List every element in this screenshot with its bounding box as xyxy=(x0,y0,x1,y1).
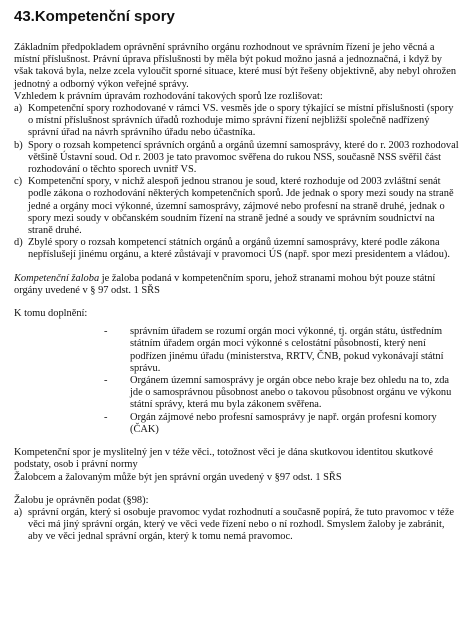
dispute-types-list xyxy=(14,103,460,262)
list-label: - xyxy=(104,411,108,423)
list-label: a) xyxy=(14,103,23,115)
list-label: d) xyxy=(14,237,23,249)
zaloba-term: Kompetenční žaloba xyxy=(14,272,100,284)
list-item xyxy=(14,375,460,412)
doplneni-heading: K tomu doplnění: xyxy=(14,308,88,320)
doplneni-list xyxy=(14,326,460,436)
list-label: - xyxy=(104,326,108,338)
list-item xyxy=(14,412,460,436)
list-text: Zbylé spory o rozsah kompetencí státních orgánů a orgánů územní samosprávy, které podle zákona nepříslušejí jinému orgánu, a které zůstávají v pravomoci ÚS (např. spor mezi presidentem a vládou). xyxy=(28,237,450,261)
list-item xyxy=(14,176,460,237)
list-text: Spory o rozsah kompetencí správních orgánů a orgánů územní samosprávy, které do r. 2003 rozhodoval většině Ústavní soud. Od r. 2003 je tato pravomoc svěřena do rukou NSS, současně NSS svěřil část rozhodování o těchto sporech uvnitř VS. xyxy=(28,139,459,176)
zaloba-definition xyxy=(14,273,460,297)
list-text: Orgán zájmové nebo profesní samosprávy je např. orgán profesní komory (ČAK) xyxy=(130,411,437,435)
list-label: c) xyxy=(14,176,23,188)
spor-paragraph: Kompetenční spor je myslitelný jen v téže věci., totožnost věci je dána skutkovou identitou skutkové podstaty, osob i právní normy xyxy=(14,447,433,471)
list-text: Kompetenční spory rozhodované v rámci VS. vesměs jde o spory týkající se místní příslušnosti (spory o místní příslušnost správních úřadů rozhoduje mimo správní řízení nejbližší společně nadřízený správní úřad na návrh správního úřadu nebo účastníka. xyxy=(28,103,454,139)
spor-parties: Žalobcem a žalovaným může být jen správní orgán uvedený v §97 odst. 1 SŘS xyxy=(14,471,342,483)
intro-lead: Vzhledem k právním úpravám rozhodování takových sporů lze rozlišovat: xyxy=(14,90,323,102)
opravnen-heading: Žalobu je oprávněn podat (§98): xyxy=(14,494,149,506)
list-item xyxy=(14,326,460,375)
list-item xyxy=(14,237,460,261)
zaloba-rest: je žaloba podaná v kompetenčním sporu, jehož stranami mohou být pouze státní orgány uvedené v § 97 odst. 1 SŘS xyxy=(14,272,436,296)
list-text: Kompetenční spory, v nichž alespoň jednou stranou je soud, které rozhoduje od 2003 zvláštní senát podle zákona o rozhodování některých kompetenčních sporů. Jde jednak o spory mezi soudy na straně jedné a orgány moci výkonné, územní samosprávy, zájmové nebo profesní na straně druhé, jednak o spory mezi soudy v občanském soudním řízení na straně jedné a soudy ve správním soudnictví na straně druhé. xyxy=(28,176,454,237)
list-text: správní orgán, který si osobuje pravomoc vydat rozhodnutí a současně popírá, že tuto pravomoc v téže věci má jiný správní orgán, který ve věci vede řízení nebo o ní rozhodl. Smyslem žaloby je zabránit, aby ve věci jednal správní orgán, který k tomu nemá pravomoc. xyxy=(28,506,454,543)
list-label: - xyxy=(104,375,108,387)
list-item xyxy=(14,140,460,177)
list-label: b) xyxy=(14,139,23,151)
page-title: 43.Kompetenční spory xyxy=(14,8,175,25)
intro-paragraph: Základním předpokladem oprávnění správního orgánu rozhodnout ve správním řízení je jeho věcná a místní příslušnost. Právní úprava příslušnosti by měla být pokud možno jasná a jednoznačná, i když by však taková byla, nelze zcela vyloučit sporné situace, které musí být řešeny objektivně, aby nebyl ohrožen jednotný a odborný výkon veřejné správy. xyxy=(14,42,457,90)
list-text: Orgánem územní samosprávy je orgán obce nebo kraje bez ohledu na to, zda jde o samosprávnou působnost anebo o takovou působnost orgánu ve výkonu státní správy, která mu byla zákonem svěřena. xyxy=(130,375,452,411)
list-label: a) xyxy=(14,506,23,518)
list-text: správním úřadem se rozumí orgán moci výkonné, tj. orgán státu, ústředním státním úřadem orgán moci výkonné s celostátní působností, který není podřízen jinému úřadu (ministerstva, RRTV, ČNB, pokud vykonávají státní správu. xyxy=(130,326,444,374)
list-item xyxy=(14,507,460,544)
list-item xyxy=(14,103,460,140)
opravnen-list xyxy=(14,507,460,544)
